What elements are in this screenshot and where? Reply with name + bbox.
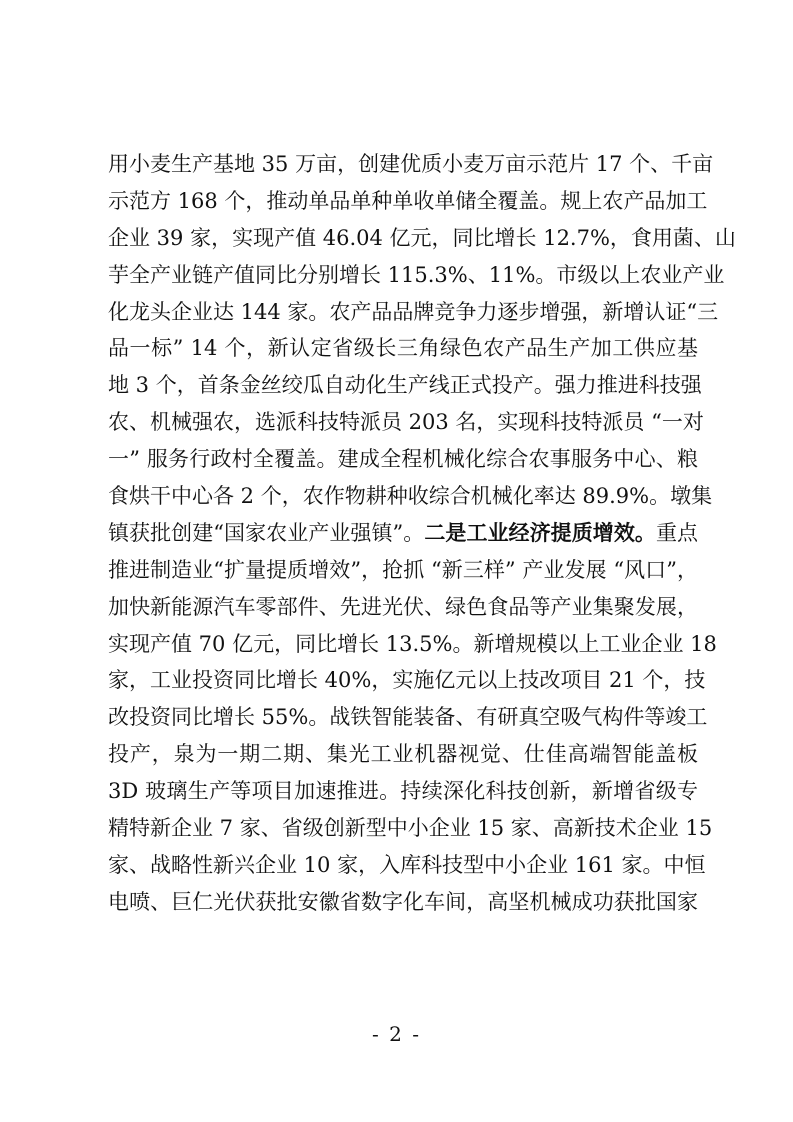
text-line <box>108 773 698 810</box>
text-line <box>108 810 713 847</box>
text-segment: 示范方 168 个，推动单品单种单收单储全覆盖。规上农产品加工 <box>108 188 708 213</box>
text-segment: 实现产值 70 亿元，同比增长 13.5%。新增规模以上工业企业 18 <box>108 631 717 656</box>
text-segment: 品一标” 14 个，新认定省级长三角绿色农产品生产加工供应基 <box>108 336 698 361</box>
text-segment: 家，工业投资同比增长 40%，实施亿元以上技改项目 21 个，技 <box>108 668 706 693</box>
text-segment: 投产，泉为一期二期、集光工业机器视觉、仕佳高端智能盖板 <box>108 742 698 767</box>
text-line <box>108 736 698 773</box>
text-segment: 加快新能源汽车零部件、先进光伏、绿色食品等产业集聚发展， <box>108 594 698 619</box>
text-line <box>108 589 698 626</box>
text-segment: 改投资同比增长 55%。战铁智能装备、有研真空吸气构件等竣工 <box>108 705 708 730</box>
text-line <box>108 404 704 441</box>
bold-heading-text: 二是工业经济提质增效。 <box>424 520 656 545</box>
text-line <box>108 699 708 736</box>
text-segment: 企业 39 家，实现产值 46.04 亿元，同比增长 12.7%，食用菌、山 <box>108 225 736 250</box>
text-segment: 农、机械强农，选派科技特派员 203 名，实现科技特派员 “一对 <box>108 410 704 435</box>
text-segment: 一” 服务行政村全覆盖。建成全程机械化综合农事服务中心、粮 <box>108 447 698 472</box>
text-line <box>108 626 717 663</box>
text-line <box>108 257 725 294</box>
text-line <box>108 662 706 699</box>
text-line <box>108 441 698 478</box>
text-segment: 家、战略性新兴企业 10 家，入库科技型中小企业 161 家。中恒 <box>108 852 706 877</box>
text-line <box>108 367 702 404</box>
text-segment: 芋全产业链产值同比分别增长 115.3%、11%。市级以上农业产业 <box>108 262 725 287</box>
text-line <box>108 146 714 183</box>
text-line <box>108 515 698 552</box>
text-segment: 重点 <box>655 520 699 545</box>
page-number: - 2 - <box>372 1022 421 1046</box>
text-segment: 精特新企业 7 家、省级创新型中小企业 15 家、高新技术企业 15 <box>108 816 713 841</box>
text-segment: 食烘干中心各 2 个，农作物耕种收综合机械化率达 89.9%。墩集 <box>108 484 713 509</box>
text-line <box>108 884 698 921</box>
text-segment: 化龙头企业达 144 家。农产品品牌竞争力逐步增强，新增认证“三 <box>108 299 719 324</box>
text-line <box>108 478 713 515</box>
text-segment: 用小麦生产基地 35 万亩，创建优质小麦万亩示范片 17 个、千亩 <box>108 152 714 176</box>
text-segment: 电喷、巨仁光伏获批安徽省数字化车间，高坚机械成功获批国家 <box>108 889 698 914</box>
text-segment: 3D 玻璃生产等项目加速推进。持续深化科技创新，新增省级专 <box>108 779 698 804</box>
text-line <box>108 183 708 220</box>
text-segment: 推进制造业“扩量提质增效”，抢抓 “新三样” 产业发展 “风口”， <box>108 557 698 582</box>
text-line <box>108 220 736 257</box>
text-line <box>108 330 698 367</box>
text-line <box>108 294 719 331</box>
text-line <box>108 847 706 884</box>
text-segment: 地 3 个，首条金丝绞瓜自动化生产线正式投产。强力推进科技强 <box>108 373 702 398</box>
body-text <box>108 146 736 921</box>
text-segment: 镇获批创建“国家农业产业强镇”。 <box>108 520 425 545</box>
text-line <box>108 552 698 589</box>
